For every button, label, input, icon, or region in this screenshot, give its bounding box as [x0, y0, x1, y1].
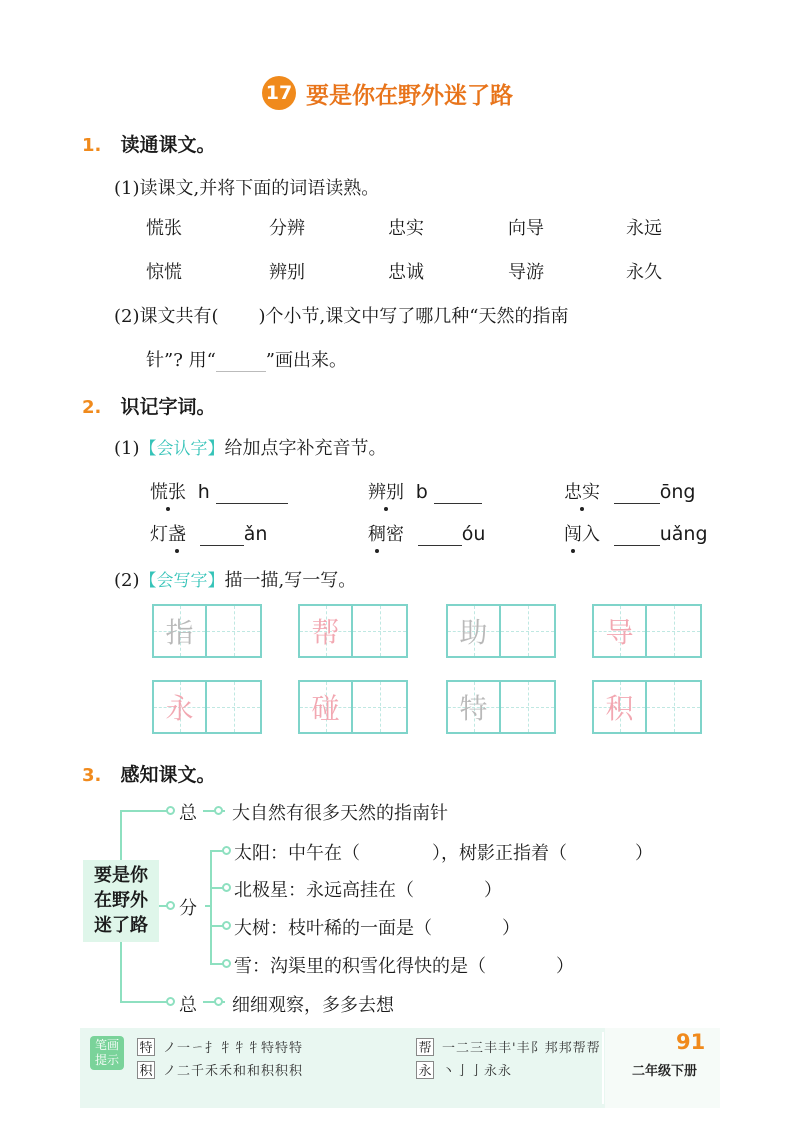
branch-sun	[234, 839, 653, 865]
pinyin-word: 闯入	[564, 524, 600, 545]
branch-text: ）	[502, 918, 520, 939]
trace-cell: 指	[154, 606, 207, 656]
word: 向导	[508, 218, 544, 239]
q-prefix: (2)	[114, 570, 140, 591]
branch-text: ），树影正指着（	[432, 843, 567, 864]
trace-cell: 助	[448, 606, 501, 656]
pinyin-word: 慌张	[150, 482, 186, 503]
q2-text-d: ”画出来。	[265, 350, 347, 371]
page-number: 91	[676, 1030, 706, 1054]
lesson-number-badge: 17	[262, 76, 296, 110]
lesson-title: 要是你在野外迷了路	[306, 82, 513, 109]
q-text: 给加点字补充音节。	[224, 438, 387, 459]
word: 永久	[626, 262, 662, 283]
writing-box	[298, 680, 408, 734]
pinyin-hint: ǎn	[243, 523, 268, 545]
mindmap-node	[214, 806, 223, 815]
section-3-number: 3.	[82, 765, 102, 786]
mindmap-node	[222, 883, 231, 892]
pinyin-hint: óu	[461, 523, 486, 545]
sec2-question-1	[114, 434, 387, 460]
sec1-question-2	[114, 302, 568, 328]
underline-sample	[216, 351, 266, 372]
write-cell[interactable]	[501, 682, 554, 732]
mindmap-node	[166, 901, 175, 910]
trace-cell: 碰	[300, 682, 353, 732]
mindmap-node	[214, 997, 223, 1006]
branch-text: 雪：沟渠里的积雪化得快的是（	[234, 956, 486, 977]
writing-box	[592, 604, 702, 658]
q-text: 描一描,写一写。	[224, 570, 357, 591]
branch-text: ）	[635, 843, 653, 864]
word: 分辨	[269, 218, 305, 239]
write-cell[interactable]	[353, 606, 406, 656]
trace-cell: 永	[154, 682, 207, 732]
trace-cell: 导	[594, 606, 647, 656]
write-tag: 【会写字】	[139, 571, 225, 591]
section-2-number: 2.	[82, 397, 102, 418]
zong-text: 细细观察，多多去想	[232, 995, 394, 1016]
word: 导游	[508, 262, 544, 283]
pinyin-blank[interactable]	[418, 523, 462, 546]
branch-text: ）	[556, 956, 574, 977]
write-cell[interactable]	[353, 682, 406, 732]
stroke-order-bang	[416, 1037, 601, 1056]
write-cell[interactable]	[647, 606, 700, 656]
q2-text-a: (2)课文共有(	[114, 306, 219, 327]
stroke-char: 积	[137, 1061, 155, 1079]
stroke-char: 永	[416, 1061, 434, 1079]
writing-box	[446, 680, 556, 734]
stroke-hint-badge	[90, 1036, 124, 1070]
q2-text-b: )个小节,课文中写了哪几种“天然的指南	[258, 306, 569, 327]
section-1-title: 读通课文。	[120, 134, 216, 156]
root-line: 迷了路	[94, 915, 148, 936]
section-2-title: 识记字词。	[120, 396, 216, 418]
mindmap-node	[166, 806, 175, 815]
fen-label: 分	[179, 898, 197, 919]
write-cell[interactable]	[207, 606, 260, 656]
writing-box	[298, 604, 408, 658]
sec1-question-2-cont	[146, 346, 347, 372]
zong-label: 总	[179, 803, 197, 824]
write-cell[interactable]	[647, 682, 700, 732]
sec2-question-2	[114, 566, 356, 592]
branch-tree	[234, 914, 520, 940]
section-3-heading	[82, 760, 215, 787]
pinyin-hint: h	[197, 481, 210, 503]
stroke-sequence: 丶亅亅永永	[442, 1064, 513, 1079]
pinyin-blank[interactable]	[434, 481, 482, 504]
stroke-sequence: 一二三丰丰'丰阝邦邦帮帮	[442, 1041, 601, 1056]
q2-text-c: 针”? 用“	[146, 350, 216, 371]
trace-cell: 积	[594, 682, 647, 732]
pinyin-blank[interactable]	[200, 523, 244, 546]
pinyin-hint: b	[415, 481, 428, 503]
pinyin-item-2	[368, 478, 482, 504]
trace-cell: 帮	[300, 606, 353, 656]
word: 忠实	[388, 218, 424, 239]
root-line: 要是你	[94, 865, 148, 886]
pinyin-word: 稠密	[368, 524, 404, 545]
pinyin-word: 忠实	[564, 482, 600, 503]
stroke-order-yong	[416, 1060, 512, 1079]
write-cell[interactable]	[501, 606, 554, 656]
stroke-order-ji	[137, 1060, 303, 1079]
section-1-heading	[82, 130, 215, 157]
trace-cell: 特	[448, 682, 501, 732]
writing-box	[592, 680, 702, 734]
stroke-order-te	[137, 1037, 303, 1056]
stroke-sequence: ノ一ㄧ扌牜牜牜特特特	[163, 1041, 304, 1056]
pinyin-hint: uǎng	[659, 523, 708, 545]
pinyin-item-6	[564, 520, 708, 546]
section-3-title: 感知课文。	[120, 764, 216, 786]
branch-polaris	[234, 876, 502, 902]
mindmap-root	[83, 860, 159, 942]
pinyin-item-5	[368, 520, 485, 546]
pinyin-blank[interactable]	[216, 481, 288, 504]
mindmap-node	[166, 997, 175, 1006]
mindmap-node	[222, 959, 231, 968]
word: 辨别	[269, 262, 305, 283]
branch-text: ）	[484, 880, 502, 901]
stroke-char: 帮	[416, 1038, 434, 1056]
branch-snow	[234, 952, 574, 978]
recognize-tag: 【会认字】	[139, 439, 225, 459]
pinyin-item-4	[150, 520, 267, 546]
pinyin-blank[interactable]	[614, 523, 660, 546]
word: 忠诚	[388, 262, 424, 283]
branch-text: 太阳：中午在（	[234, 843, 360, 864]
mindmap-connector	[120, 1001, 172, 1003]
grade-label: 二年级下册	[632, 1064, 698, 1079]
mindmap-branch-trunk	[210, 850, 212, 964]
stroke-char: 特	[137, 1038, 155, 1056]
pinyin-hint: ōng	[659, 481, 696, 503]
pinyin-item-3	[564, 478, 695, 504]
pinyin-word-wrap	[368, 482, 404, 503]
writing-box	[446, 604, 556, 658]
mindmap-connector	[120, 810, 172, 812]
zong-label: 总	[179, 995, 197, 1016]
writing-box	[152, 680, 262, 734]
q-prefix: (1)	[114, 438, 140, 459]
pinyin-word: 灯盏	[150, 524, 186, 545]
pinyin-blank[interactable]	[614, 481, 660, 504]
sec1-question-1: (1)读课文,并将下面的词语读熟。	[114, 178, 380, 199]
lesson-title-bar	[262, 76, 513, 110]
pinyin-word: 辨别	[368, 482, 404, 503]
stroke-sequence: ノ二千禾禾和和积积积	[163, 1064, 304, 1079]
mindmap-node	[222, 846, 231, 855]
branch-text: 大树：枝叶稀的一面是（	[234, 918, 432, 939]
root-line: 在野外	[94, 890, 148, 911]
word: 慌张	[146, 218, 182, 239]
word: 惊慌	[146, 262, 182, 283]
section-1-number: 1.	[82, 135, 102, 156]
write-cell[interactable]	[207, 682, 260, 732]
footer-divider	[602, 1032, 604, 1104]
mindmap-node	[222, 921, 231, 930]
zong-text: 大自然有很多天然的指南针	[232, 803, 448, 824]
branch-text: 北极星：永远高挂在（	[234, 880, 414, 901]
badge-line: 笔画	[94, 1038, 119, 1052]
word: 永远	[626, 218, 662, 239]
section-2-heading	[82, 392, 215, 419]
writing-box	[152, 604, 262, 658]
badge-line: 提示	[94, 1053, 119, 1067]
pinyin-item-1	[150, 478, 288, 504]
